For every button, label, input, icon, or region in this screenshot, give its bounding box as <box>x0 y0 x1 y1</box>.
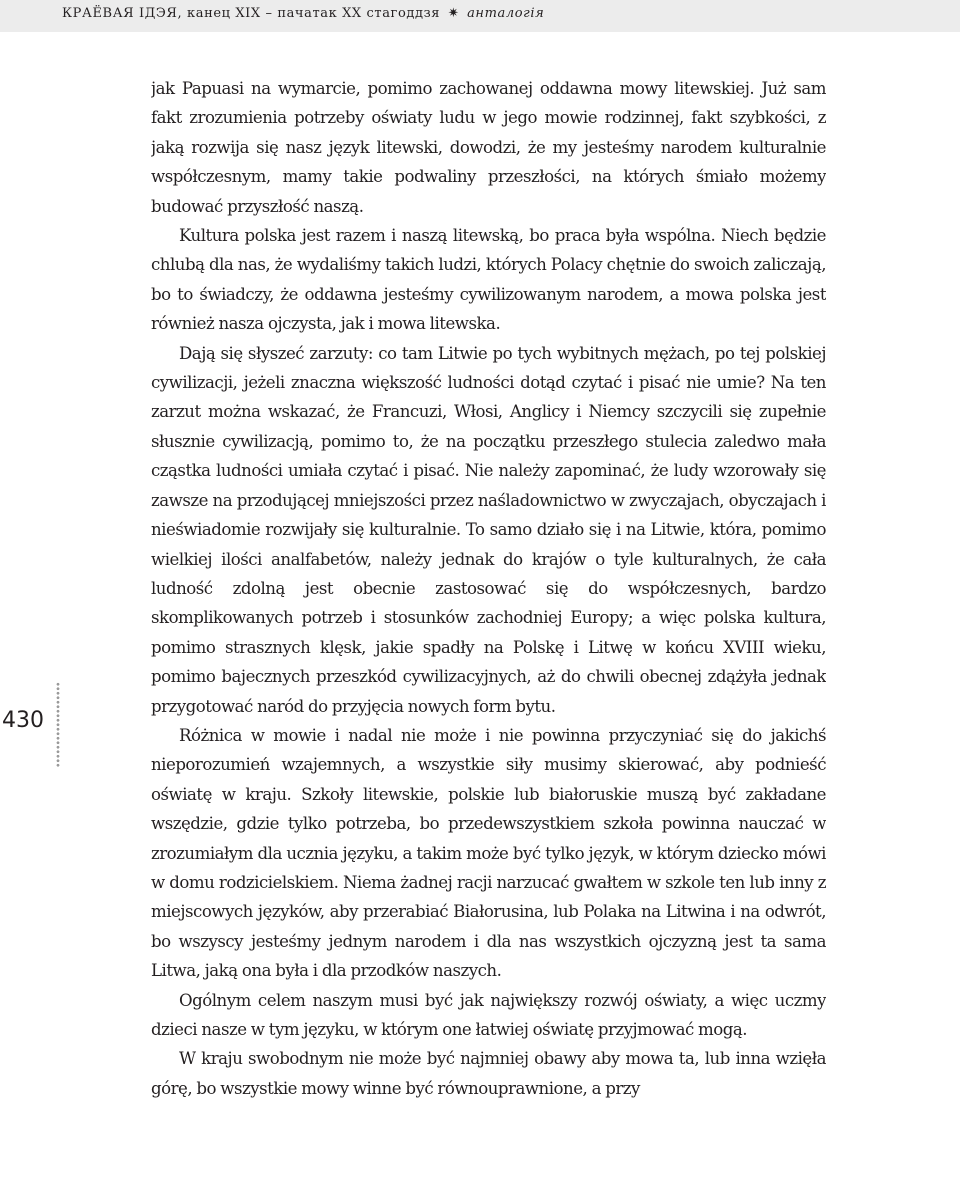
header-book-title: КРАЁВАЯ ІДЭЯ, канец XIX – пачатак XX стагоддзя <box>62 6 441 21</box>
paragraph-1: jak Papuasi na wymarcie, pomimo zachowanej oddawna mowy litewskiej. Już sam fakt zrozumienia potrzeby oświaty ludu w jego mowie rodzinnej, fakt szybkości, z jaką rozwija się nasz język litewski, dowodzi, że my jesteśmy narodem kulturalnie współczesnym, mamy takie podwaliny przeszłości, na których śmiało możemy budować przyszłość naszą. <box>151 79 826 216</box>
dotted-margin-ornament <box>55 682 61 768</box>
header-separator-icon: ✷ <box>447 6 460 21</box>
running-header <box>0 0 960 32</box>
page-number: 430 <box>2 708 44 733</box>
paragraph-3: Dają się słyszeć zarzuty: co tam Litwie po tych wybitnych mężach, po tej polskiej cywilizacji, jeżeli znaczna większość ludności dotąd czytać i pisać nie umie? Na ten zarzut można wskazać, że Francuzi, Włosi, Anglicy i Niemcy szczycili się zupełnie słusznie cywilizacją, pomimo to, że na początku przeszłego stulecia zaledwo mała cząstka ludności umiała czytać i pisać. Nie należy zapominać, że ludy wzorowały się zawsze na przodującej mniejszości przez naśladownictwo w zwyczajach, obyczajach i nieświadomie rozwijały się kulturalnie. To samo działo się i na Litwie, która, pomimo wielkiej ilości analfabetów, należy jednak do krajów o tyle kulturalnych, że cała ludność zdolną jest obecnie zastosować się do współczesnych, bardzo skomplikowanych potrzeb i stosunków zachodniej Europy; a więc polska kultura, pomimo strasznych klęsk, jakie spadły na Polskę i Litwę w końcu XVIII wieku, pomimo bajecznych przeszkód cywilizacyjnych, aż do chwili obecnej zdążyła jednak przygotować naród do przyjęcia nowych form bytu. <box>151 343 826 716</box>
header-section: анталогія <box>467 6 545 21</box>
article-body <box>151 74 826 1189</box>
paragraph-6: W kraju swobodnym nie może być najmniej obawy aby mowa ta, lub inna wzięła górę, bo wszystkie mowy winne być równouprawnione, a przy <box>151 1049 826 1098</box>
header-title <box>62 6 544 21</box>
paragraph-2: Kultura polska jest razem i naszą litewską, bo praca była wspólna. Niech będzie chlubą dla nas, że wydaliśmy takich ludzi, których Polacy chętnie do swoich zaliczają, bo to świadczy, że oddawna jesteśmy cywilizowanym narodem, a mowa polska jest również nasza ojczysta, jak i mowa litewska. <box>151 226 826 334</box>
paragraph-5: Ogólnym celem naszym musi być jak największy rozwój oświaty, a więc uczmy dzieci nasze w tym języku, w którym one łatwiej oświatę przyjmować mogą. <box>151 990 826 1039</box>
paragraph-4: Różnica w mowie i nadal nie może i nie powinna przyczyniać się do jakichś nieporozumień wzajemnych, a wszystkie siły musimy skierować, aby podnieść oświatę w kraju. Szkoły litewskie, polskie lub białoruskie muszą być zakładane wszędzie, gdzie tylko potrzeba, bo przedewszystkiem szkoła powinna nauczać w zrozumiałym dla ucznia języku, a takim może być tylko język, w którym dziecko mówi w domu rodzicielskiem. Niema żadnej racji narzucać gwałtem w szkole ten lub inny z miejscowych języków, aby przerabiać Białorusina, lub Polaka na Litwina i na odwrót, bo wszyscy jesteśmy jednym narodem i dla nas wszystkich ojczyzną jest ta sama Litwa, jaką ona była i dla przodków naszych. <box>151 725 826 981</box>
